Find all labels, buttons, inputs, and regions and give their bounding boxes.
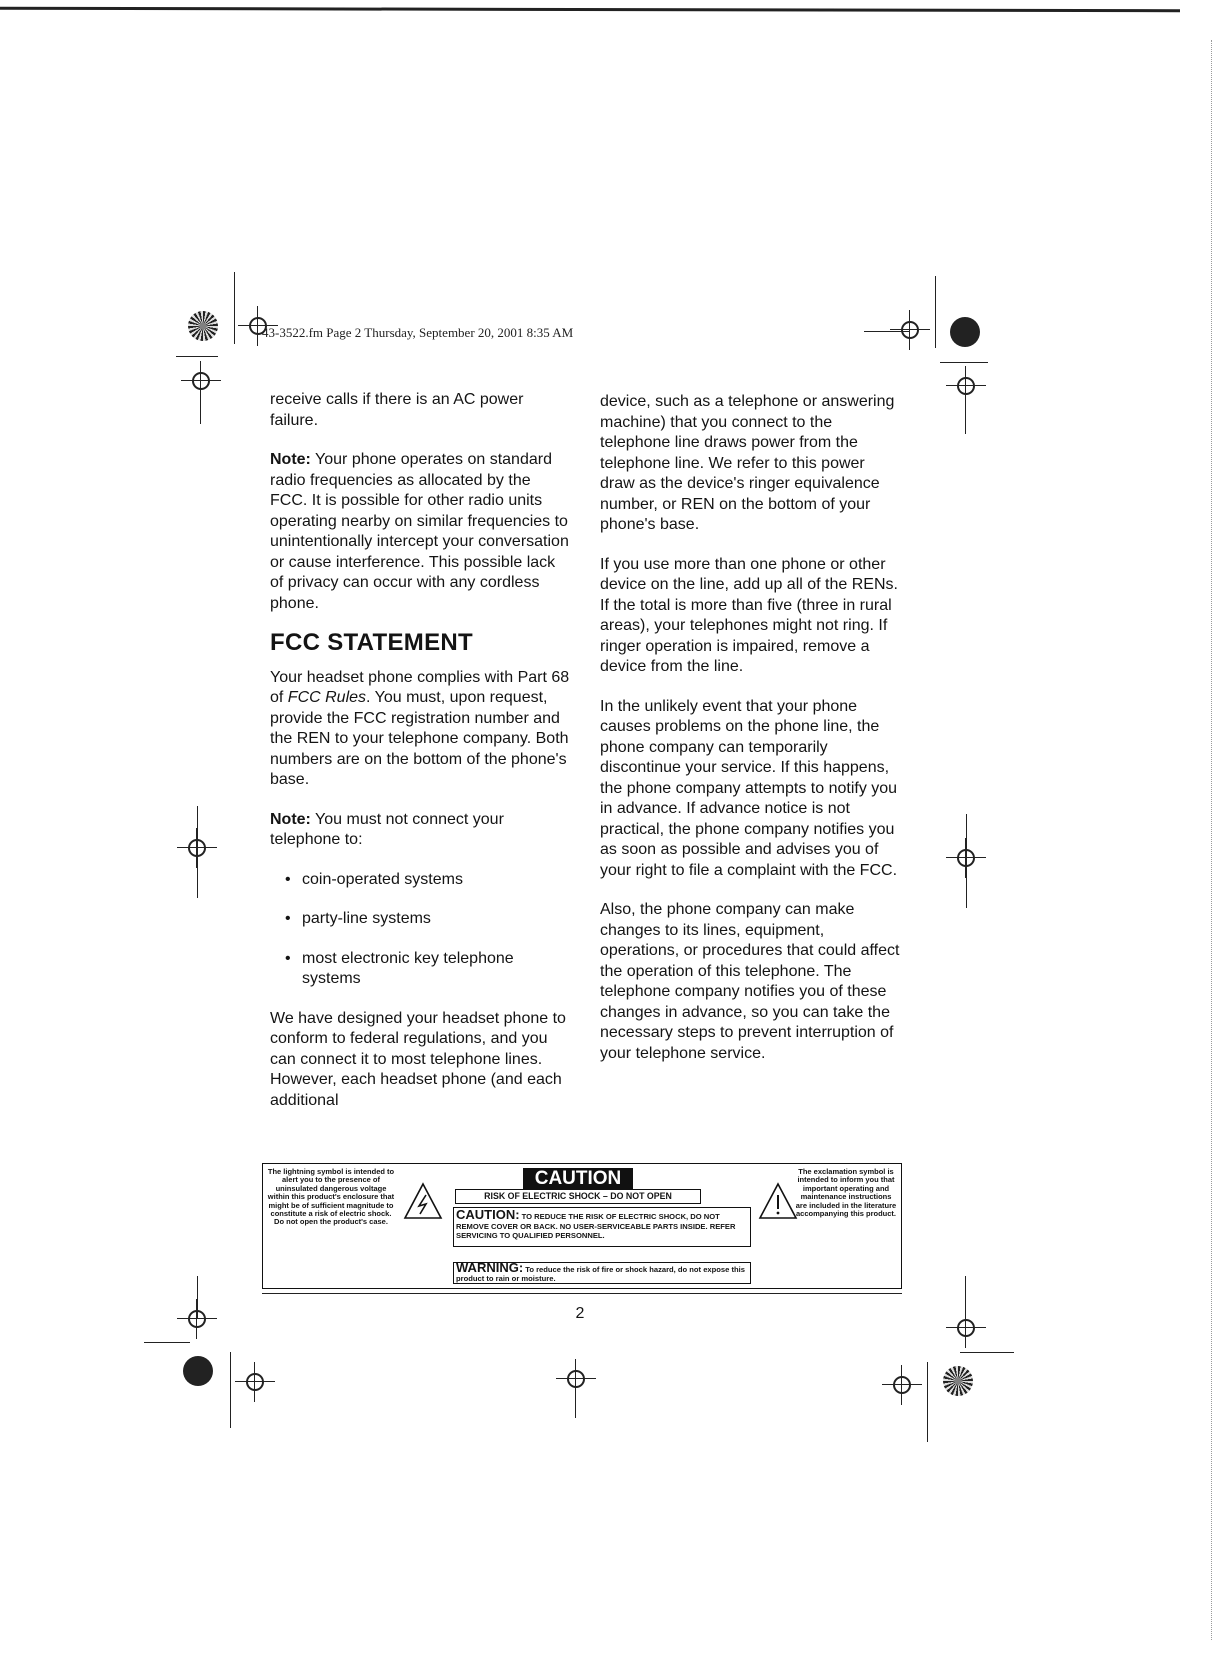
crop-line	[935, 276, 936, 348]
note-text: You must not connect your telephone to:	[270, 810, 504, 848]
registration-mark-icon	[882, 1365, 922, 1405]
registration-mark-icon	[556, 1359, 596, 1399]
registration-dot-top-left	[188, 311, 218, 341]
paragraph: Also, the phone company can make changes to its lines, equipment, operations, or procedures that could affect the operation of this telephone. The telephone company notifies you of these changes in advance, so you can take the necessary steps to prevent interruption of your telephone service.	[600, 901, 900, 1062]
registration-mark-icon	[890, 310, 930, 350]
crop-line	[575, 1396, 576, 1418]
caution-text-block	[453, 1207, 751, 1247]
list-item: • coin-operated systems	[270, 870, 570, 891]
text-run: Your headset phone complies with Part 68 of	[270, 668, 570, 706]
registration-mark-icon	[177, 828, 217, 868]
footer-rule	[262, 1293, 902, 1294]
note-label: Note:	[270, 810, 311, 828]
crop-line	[144, 1342, 190, 1343]
registration-mark-icon	[946, 366, 986, 406]
note-text: Your phone operates on standard radio frequencies as allocated by the FCC. It is possible for other radio units operating nearby on similar frequencies to unintentionally intercept your conversation or cause interference. This possible lack of privacy can occur with any cordless phone.	[270, 451, 569, 612]
crop-line	[940, 362, 988, 363]
paragraph: device, such as a telephone or answering machine) that you connect to the telephone line draws power from the telephone line. We refer to this power draw as the device's ringer equivalence number, or REN on the bottom of your phone's base.	[600, 393, 895, 533]
note-paragraph	[270, 450, 570, 614]
registration-dot-bottom-right	[943, 1366, 973, 1396]
crop-line	[230, 1352, 231, 1428]
registration-mark-icon	[946, 1308, 986, 1348]
caution-title: CAUTION	[523, 1168, 633, 1190]
crop-line	[234, 272, 235, 344]
bullet-list	[270, 870, 570, 990]
registration-mark-icon	[181, 361, 221, 401]
paragraph: If you use more than one phone or other device on the line, add up all of the RENs. If the total is more than five (three in rural areas), your telephones might not ring. If ringer operation is impaired, remove a device from the line.	[600, 555, 898, 675]
right-page-edge	[1211, 40, 1212, 1640]
paragraph: We have designed your headset phone to conform to federal regulations, and you can connect it to most telephone lines. However, each headset phone (and each additional	[270, 1009, 566, 1109]
crop-line	[200, 400, 201, 424]
lightning-symbol-note: The lightning symbol is intended to alert you to the presence of uninsulated dangerous voltage within this product's enclosure that might be of sufficient magnitude to constitute a risk of electric shock. Do not open the product's case.	[267, 1167, 395, 1227]
exclamation-symbol-note: The exclamation symbol is intended to inform you that important operating and maintenance instructions are included in the literature accompanying this product.	[795, 1167, 897, 1219]
left-column	[270, 390, 570, 1130]
note-paragraph	[270, 810, 570, 851]
paragraph: In the unlikely event that your phone causes problems on the phone line, the phone company can temporarily discontinue your service. If this happens, the phone company attempts to notify you in advance. If advance notice is not practical, the phone company notifies you as soon as possible and advises you of your right to file a complaint with the FCC.	[600, 697, 898, 879]
right-column	[600, 392, 900, 1083]
registration-dot-top-right	[950, 317, 980, 347]
crop-line	[176, 356, 218, 357]
warning-text: To reduce the risk of fire or shock hazard, do not expose this product to rain or moisture.	[456, 1265, 745, 1283]
risk-of-shock-line: RISK OF ELECTRIC SHOCK – DO NOT OPEN	[455, 1189, 701, 1204]
crop-line	[965, 404, 966, 434]
paragraph: receive calls if there is an AC power failure.	[270, 391, 524, 429]
caution-box	[262, 1163, 902, 1289]
crop-line	[960, 1352, 1014, 1353]
section-heading: FCC STATEMENT	[270, 629, 473, 656]
list-item: • most electronic key telephone systems	[270, 949, 570, 990]
warning-label: WARNING:	[456, 1260, 524, 1275]
italic-run: FCC Rules	[287, 689, 367, 706]
registration-mark-icon	[235, 1362, 275, 1402]
caution-label: CAUTION:	[456, 1207, 520, 1222]
registration-mark-icon	[946, 838, 986, 878]
header-file-info: 43-3522.fm Page 2 Thursday, September 20, 2001 8:35 AM	[262, 325, 574, 340]
note-label: Note:	[270, 451, 311, 468]
list-item: • party-line systems	[270, 909, 570, 930]
registration-mark-icon	[177, 1299, 217, 1339]
top-scan-rule	[0, 0, 1180, 12]
text-run: . You must, upon request, provide the FCC registration number and the REN to your telephone company. Both numbers are on the bottom of the phone's base.	[270, 689, 569, 788]
paragraph	[270, 668, 570, 791]
registration-dot-bottom-left	[183, 1356, 213, 1386]
caution-text: TO REDUCE THE RISK OF ELECTRIC SHOCK, DO NOT REMOVE COVER OR BACK. NO USER-SERVICEABLE PARTS INSIDE. REFER SERVICING TO QUALIFIED PERSONNEL.	[456, 1212, 736, 1240]
crop-line	[927, 1362, 928, 1442]
lightning-warning-icon	[403, 1182, 443, 1220]
page-number: 2	[575, 1305, 585, 1322]
warning-text-block	[453, 1262, 751, 1284]
exclamation-warning-icon	[758, 1182, 798, 1220]
